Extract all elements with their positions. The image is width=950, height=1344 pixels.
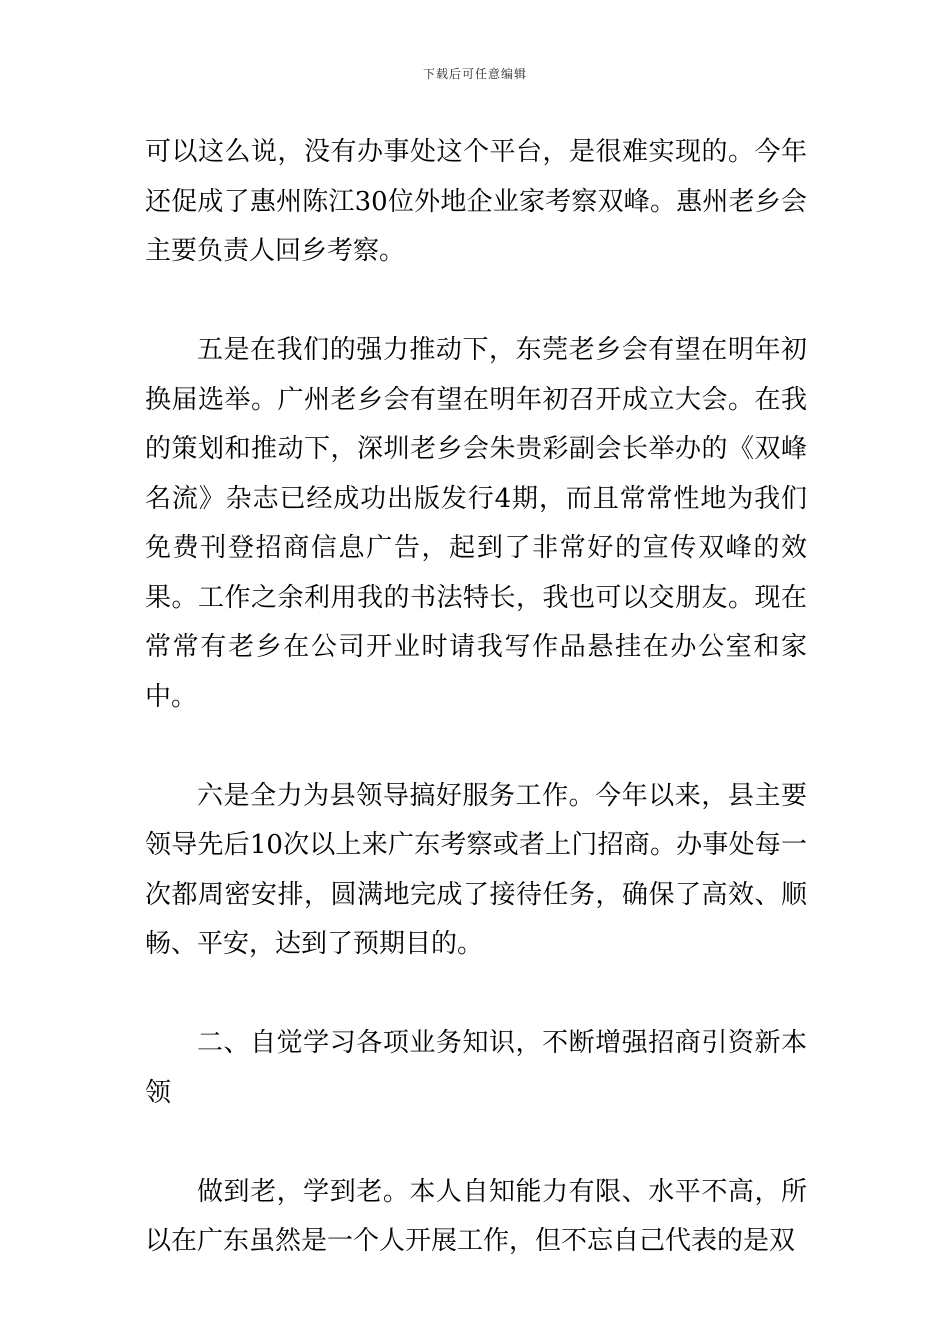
paragraph-item-six: 六是全力为县领导搞好服务工作。今年以来，县主要领导先后10次以上来广东考察或者上门招商。办事处每一次都周密安排，圆满地完成了接待任务，确保了高效、顺畅、平安，达到了预期目的。: [145, 780, 807, 959]
page-header: 下载后可任意编辑: [422, 67, 527, 81]
paragraph-spacer: [145, 722, 807, 772]
paragraph-spacer: [145, 277, 807, 327]
paragraph-learning: 做到老，学到老。本人自知能力有限、水平不高，所以在广东虽然是一个人开展工作，但不忘自己代表的是双: [145, 1176, 807, 1256]
paragraph-spacer: [145, 970, 807, 1020]
paragraph-item-five: 五是在我们的强力推动下，东莞老乡会有望在明年初换届选举。广州老乡会有望在明年初召开成立大会。在我的策划和推动下，深圳老乡会朱贵彩副会长举办的《双峰名流》杂志已经成功出版发行4期，而且常常性地为我们免费刊登招商信息广告，起到了非常好的宣传双峰的效果。工作之余利用我的书法特长，我也可以交朋友。现在常常有老乡在公司开业时请我写作品悬挂在办公室和家中。: [145, 335, 807, 712]
document-body: [145, 128, 807, 1267]
section-heading-two: 二、自觉学习各项业务知识，不断增强招商引资新本领: [145, 1028, 807, 1108]
paragraph-continuation: 可以这么说，没有办事处这个平台，是很难实现的。今年还促成了惠州陈江30位外地企业家考察双峰。惠州老乡会主要负责人回乡考察。: [145, 137, 807, 266]
paragraph-spacer: [145, 1118, 807, 1168]
